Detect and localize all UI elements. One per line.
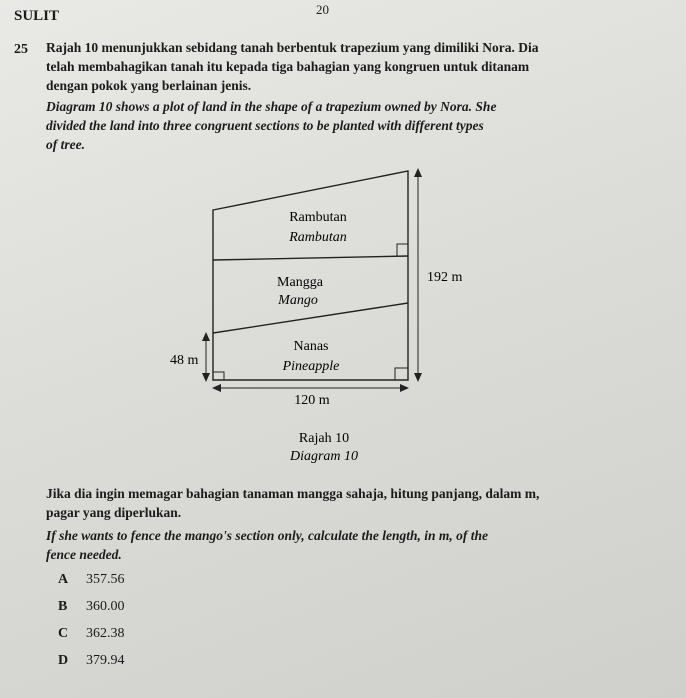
right-angle-mark-2	[395, 368, 408, 380]
dim-right-label: 192 m	[427, 270, 463, 285]
malay-line-1: Rajah 10 menunjukkan sebidang tanah berbentuk trapezium yang dimiliki Nora. Dia	[46, 40, 539, 55]
divider-top	[213, 256, 408, 260]
question-number: 25	[14, 42, 28, 57]
english-line-3: of tree.	[46, 137, 85, 152]
page-number: 20	[316, 2, 329, 17]
right-angle-mark-3	[213, 372, 224, 380]
label-rambutan-malay: Rambutan	[289, 210, 347, 225]
dim-right-arrow-bottom	[414, 373, 422, 382]
dim-left-arrow-top	[202, 332, 210, 341]
right-angle-mark-1	[397, 244, 408, 256]
prompt-malay-line-2: pagar yang diperlukan.	[46, 505, 182, 520]
dim-right-arrow-top	[414, 168, 422, 177]
prompt-malay-line-1: Jika dia ingin memagar bahagian tanaman mangga sahaja, hitung panjang, dalam m,	[46, 486, 540, 501]
option-d-letter: D	[58, 653, 69, 668]
dim-bottom-label: 120 m	[294, 393, 330, 408]
caption-english: Diagram 10	[289, 449, 359, 464]
prompt-english-line-1: If she wants to fence the mango's section only, calculate the length, in m, of the	[46, 528, 489, 543]
option-a-value[interactable]: 357.56	[86, 572, 125, 587]
malay-line-2: telah membahagikan tanah itu kepada tiga bahagian yang kongruen untuk ditanam	[46, 59, 530, 74]
label-rambutan-english: Rambutan	[289, 230, 347, 245]
label-mango-malay: Mangga	[277, 275, 323, 290]
label-pineapple-malay: Nanas	[293, 339, 329, 354]
option-b-value[interactable]: 360.00	[86, 599, 125, 614]
option-b-letter: B	[58, 599, 68, 614]
english-line-1: Diagram 10 shows a plot of land in the shape of a trapezium owned by Nora. She	[46, 99, 497, 114]
english-line-2: divided the land into three congruent sections to be planted with different types	[46, 118, 484, 133]
malay-line-3: dengan pokok yang berlainan jenis.	[46, 78, 252, 93]
dim-left-label: 48 m	[170, 353, 199, 368]
caption-malay: Rajah 10	[298, 431, 350, 446]
prompt-english-line-2: fence needed.	[46, 547, 122, 562]
dim-left-arrow-bottom	[202, 373, 210, 382]
option-c-value[interactable]: 362.38	[86, 626, 125, 641]
label-pineapple-english: Pineapple	[282, 359, 340, 374]
option-a-letter: A	[58, 572, 69, 587]
label-mango-english: Mango	[278, 293, 318, 308]
option-c-letter: C	[58, 626, 69, 641]
dim-bottom-arrow-left	[212, 384, 221, 392]
dim-bottom-arrow-right	[400, 384, 409, 392]
option-d-value[interactable]: 379.94	[86, 653, 125, 668]
header-sulit: SULIT	[14, 8, 60, 24]
